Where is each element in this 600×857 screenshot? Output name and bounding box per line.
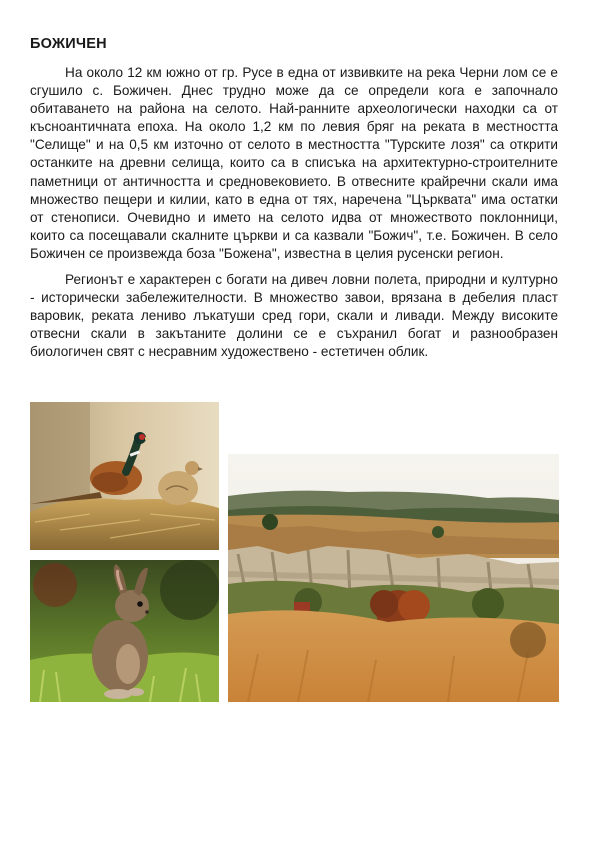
- page-title: БОЖИЧЕН: [30, 36, 107, 52]
- paragraph-nature: Регионът е характерен с богати на дивеч ловни полета, природни и културно - исторически забележителности. В множество завои, врязана в дебелия пласт варовик, реката лениво лъкатуши сред гори, скали и ливади. Между високите отвесни скали в закътаните долини се е съхранил богат и разнообразен биологичен свят с несравним художествено - естетичен облик.: [30, 272, 558, 360]
- rabbit-photo: [30, 560, 219, 702]
- pheasants-photo: [30, 402, 219, 550]
- river-valley-landscape-photo: [228, 454, 559, 702]
- article-body: [30, 64, 558, 370]
- paragraph-history: На около 12 км южно от гр. Русе в една от извивките на река Черни лом се е сгушило с. Божичен. Днес трудно може да се определи кога е започнало обитаването на района на селото. Най-ранните археологически находки са от късноантичната епоха. На около 1,2 км по левия бряг на реката в местността "Селище" и на 0,5 км източно от селото в местността "Турските лозя" са открити останките на древни селища, които са в списъка на архитектурно-строителните паметници от античността и средновековието. В отвесните крайречни скали има множество пещери и килии, като в една от тях, наречена "Църквата" има остатки от стенописи. Очевидно и името на селото идва от множеството поклонници, които са посещавали скалните църкви и са казвали "Божич", т.е. Божичен. В село Божичен се произвежда боза "Божена", известна в целия русенски регион.: [30, 65, 558, 261]
